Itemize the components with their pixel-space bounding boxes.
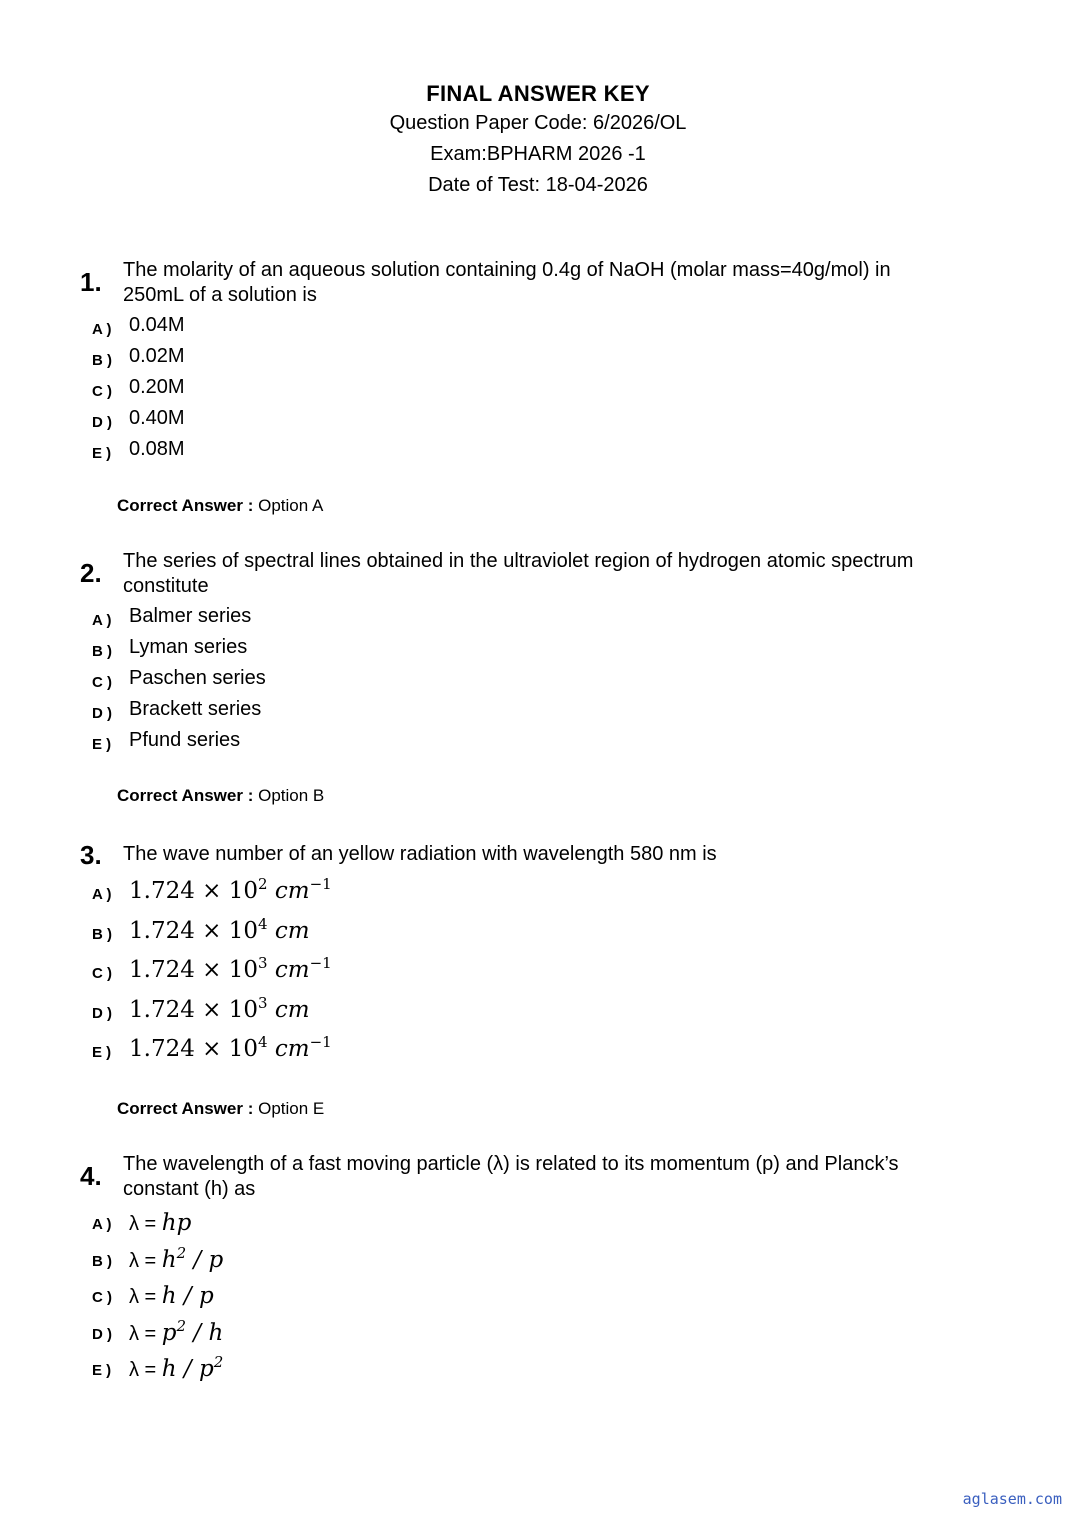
- question-text: [123, 1152, 1003, 1202]
- option-label: E ): [92, 736, 112, 753]
- option-math: [129, 875, 332, 904]
- formula-slash: /: [176, 1283, 199, 1309]
- question-number: 2.: [80, 558, 102, 588]
- math-exponent: 3: [258, 954, 268, 972]
- option-text: 0.04M: [129, 314, 185, 336]
- question-text: [123, 549, 1003, 599]
- formula-numerator-exponent: 2: [176, 1316, 187, 1335]
- question-number: 1.: [80, 267, 102, 297]
- formula-numerator: h: [161, 1246, 177, 1273]
- option-label: E ): [92, 445, 112, 462]
- math-base: 1.724 × 10: [129, 917, 259, 944]
- formula-denominator-exponent: 2: [213, 1353, 224, 1371]
- option-label: A ): [92, 1216, 112, 1233]
- correct-answer-label: Correct Answer :: [117, 1099, 254, 1118]
- formula-denominator: p: [199, 1283, 214, 1309]
- option-text: Pfund series: [129, 729, 241, 751]
- formula-prefix: λ =: [129, 1213, 162, 1235]
- document-header: [0, 80, 1076, 201]
- option-label: D ): [92, 414, 112, 431]
- correct-answer: [117, 1099, 324, 1119]
- option-label: B ): [92, 643, 112, 660]
- question-number: 4.: [80, 1161, 102, 1191]
- option-text: Paschen series: [129, 667, 266, 689]
- formula-numerator: p: [161, 1319, 177, 1346]
- website-watermark[interactable]: aglasem.com: [962, 1490, 1062, 1508]
- formula-numerator: h: [161, 1356, 177, 1382]
- math-base: 1.724 × 10: [129, 957, 259, 983]
- math-base: 1.724 × 10: [129, 1036, 259, 1062]
- option-label: A ): [92, 321, 112, 338]
- formula-denominator: p: [199, 1356, 214, 1382]
- option-label: C ): [92, 674, 112, 691]
- option-label: C ): [92, 383, 112, 400]
- option-text: 0.08M: [129, 438, 185, 460]
- correct-answer-label: Correct Answer :: [117, 786, 254, 805]
- option-label: B ): [92, 1252, 112, 1270]
- option-label: D ): [92, 705, 112, 722]
- correct-answer-value: Option B: [258, 786, 325, 805]
- correct-answer-value: Option E: [258, 1099, 325, 1118]
- option-formula: [129, 1207, 191, 1236]
- question-text: [123, 842, 1003, 867]
- option-label: B ): [92, 925, 112, 943]
- formula-prefix: λ =: [129, 1359, 162, 1381]
- math-unit: cm: [274, 996, 310, 1023]
- option-formula: [129, 1280, 214, 1309]
- math-unit-exponent: −1: [309, 875, 332, 893]
- option-label: A ): [92, 612, 112, 629]
- correct-answer-label: Correct Answer :: [117, 496, 254, 515]
- formula-numerator: hp: [161, 1210, 192, 1236]
- document-title: FINAL ANSWER KEY: [426, 81, 650, 106]
- exam-name: Exam:BPHARM 2026 -1: [430, 143, 646, 165]
- formula-prefix: λ =: [129, 1286, 162, 1308]
- formula-slash: /: [186, 1246, 209, 1273]
- test-date: Date of Test: 18-04-2026: [428, 174, 648, 196]
- option-text: Balmer series: [129, 605, 252, 627]
- option-label: E ): [92, 1044, 112, 1061]
- math-base: 1.724 × 10: [129, 996, 259, 1023]
- math-unit: cm: [274, 957, 310, 983]
- formula-denominator: h: [208, 1319, 224, 1346]
- option-formula: [129, 1244, 223, 1273]
- math-unit-exponent: −1: [309, 1033, 332, 1051]
- question-text-line: The molarity of an aqueous solution containing 0.4g of NaOH (molar mass=40g/mol) in: [123, 259, 891, 281]
- option-math: [129, 1033, 332, 1062]
- math-exponent: 3: [258, 993, 268, 1012]
- option-text: 0.40M: [129, 407, 185, 429]
- correct-answer: [117, 496, 323, 516]
- option-label: C ): [92, 1289, 112, 1306]
- option-math: [129, 954, 332, 983]
- math-exponent: 4: [258, 1033, 268, 1051]
- option-text: Brackett series: [129, 698, 262, 720]
- correct-answer: [117, 786, 324, 806]
- option-text: 0.02M: [129, 345, 185, 367]
- formula-slash: /: [186, 1319, 209, 1346]
- correct-answer-value: Option A: [258, 496, 324, 515]
- option-label: D ): [92, 1325, 112, 1343]
- question-text: [123, 258, 1003, 308]
- option-label: A ): [92, 886, 112, 903]
- option-math: [129, 994, 310, 1023]
- option-label: D ): [92, 1004, 112, 1022]
- option-text: Lyman series: [129, 636, 248, 658]
- formula-prefix: λ =: [129, 1249, 162, 1272]
- option-math: [129, 915, 310, 944]
- formula-prefix: λ =: [129, 1322, 162, 1345]
- option-label: E ): [92, 1362, 112, 1379]
- question-text-line: The wavelength of a fast moving particle (λ) is related to its momentum (p) and Planck’s: [123, 1153, 899, 1175]
- question-paper-code: Question Paper Code: 6/2026/OL: [389, 112, 687, 134]
- question-text-line: 250mL of a solution is: [123, 284, 317, 306]
- math-unit: cm: [274, 917, 310, 944]
- option-text: 0.20M: [129, 376, 185, 398]
- math-unit: cm: [274, 1036, 310, 1062]
- question-text-line: The wave number of an yellow radiation with wavelength 580 nm is: [123, 843, 717, 865]
- formula-denominator: p: [208, 1246, 224, 1273]
- formula-numerator-exponent: 2: [176, 1243, 187, 1262]
- question-number: 3.: [80, 840, 102, 870]
- math-unit-exponent: −1: [309, 954, 332, 972]
- option-label: C ): [92, 965, 112, 982]
- question-text-line: constitute: [123, 575, 209, 597]
- question-text-line: constant (h) as: [123, 1178, 256, 1200]
- math-base: 1.724 × 10: [129, 878, 259, 904]
- math-exponent: 4: [258, 914, 268, 933]
- option-formula: [129, 1317, 223, 1346]
- math-exponent: 2: [258, 875, 268, 893]
- math-unit: cm: [274, 878, 310, 904]
- option-label: B ): [92, 352, 112, 369]
- formula-numerator: h: [161, 1283, 177, 1309]
- formula-slash: /: [176, 1356, 199, 1382]
- question-text-line: The series of spectral lines obtained in the ultraviolet region of hydrogen atomic spectrum: [123, 550, 914, 572]
- option-formula: [129, 1353, 223, 1382]
